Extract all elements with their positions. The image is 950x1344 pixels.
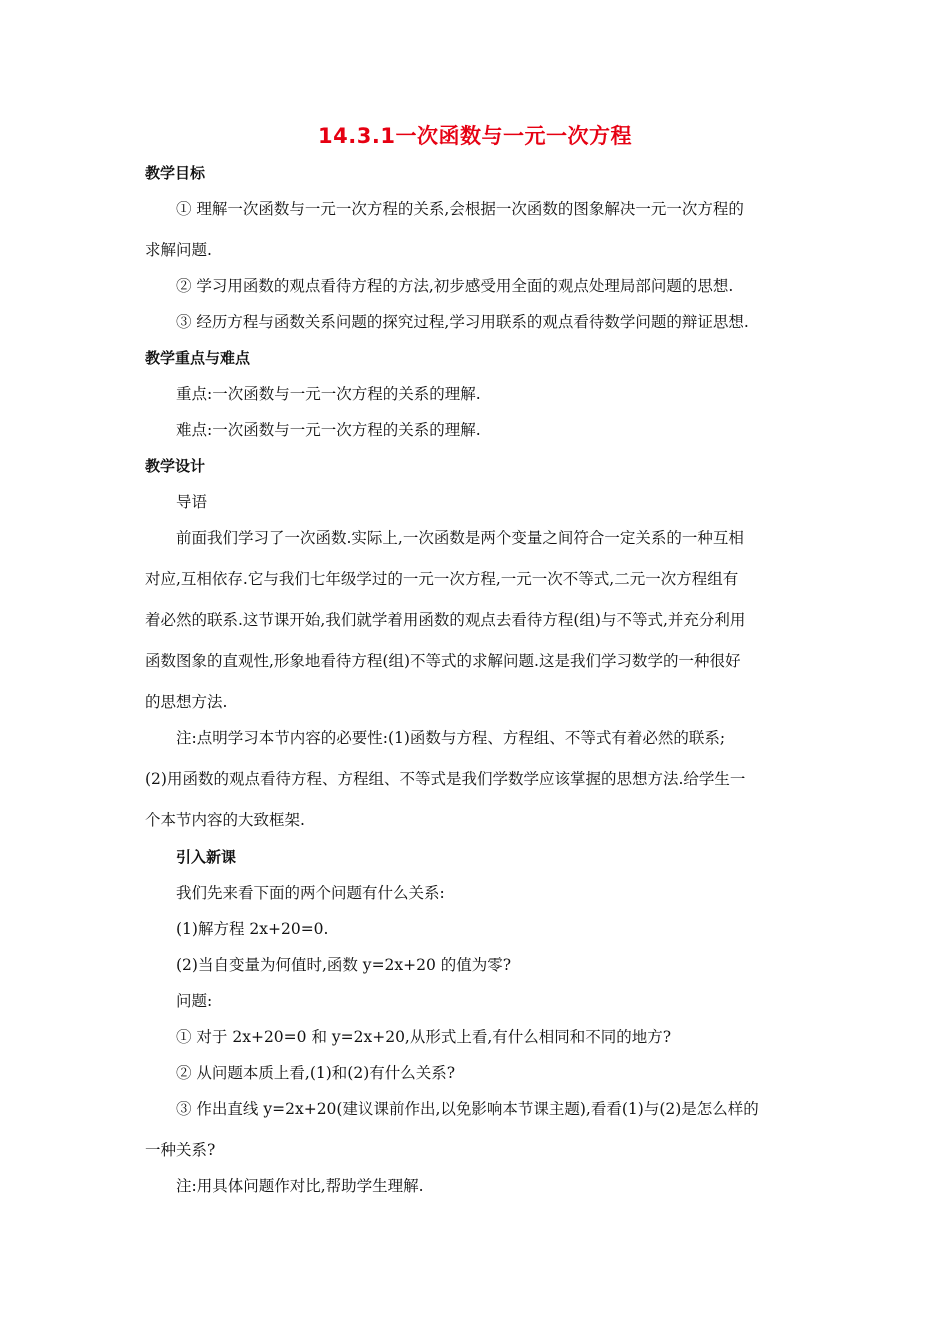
note-1-line-1: 注:点明学习本节内容的必要性:(1)函数与方程、方程组、不等式有着必然的联系; — [176, 729, 726, 747]
note-1-line-2: (2)用函数的观点看待方程、方程组、不等式是我们学数学应该掌握的思想方法.给学生一 — [145, 770, 746, 788]
new-lesson-line-3: (2)当自变量为何值时,函数 y=2x+20 的值为零? — [176, 956, 512, 974]
key-point: 重点:一次函数与一元一次方程的关系的理解. — [176, 385, 481, 403]
goal-1-line-2: 求解问题. — [145, 241, 212, 259]
intro-paragraph-line-2: 对应,互相依存.它与我们七年级学过的一元一次方程,一元一次不等式,二元一次方程组有 — [145, 570, 739, 588]
goal-2: ② 学习用函数的观点看待方程的方法,初步感受用全面的观点处理局部问题的思想. — [176, 277, 734, 295]
intro-paragraph-line-1: 前面我们学习了一次函数.实际上,一次函数是两个变量之间符合一定关系的一种互相 — [176, 529, 744, 547]
intro-paragraph-line-4: 函数图象的直观性,形象地看待方程(组)不等式的求解问题.这是我们学习数学的一种很好 — [145, 652, 741, 670]
note-2: 注:用具体问题作对比,帮助学生理解. — [176, 1177, 424, 1195]
new-lesson-line-1: 我们先来看下面的两个问题有什么关系: — [176, 884, 445, 902]
new-lesson-line-2: (1)解方程 2x+20=0. — [176, 920, 329, 938]
question-3-line-1: ③ 作出直线 y=2x+20(建议课前作出,以免影响本节课主题),看看(1)与(2)是怎么样的 — [176, 1100, 759, 1118]
difficult-point: 难点:一次函数与一元一次方程的关系的理解. — [176, 421, 481, 439]
heading-key-and-difficult: 教学重点与难点 — [145, 349, 251, 367]
heading-new-lesson: 引入新课 — [176, 848, 237, 866]
note-1-line-3: 个本节内容的大致框架. — [145, 811, 305, 829]
intro-paragraph-line-3: 着必然的联系.这节课开始,我们就学着用函数的观点去看待方程(组)与不等式,并充分利用 — [145, 611, 746, 629]
document-title: 14.3.1一次函数与一元一次方程 — [318, 124, 632, 148]
new-lesson-line-4: 问题: — [176, 992, 213, 1010]
question-3-line-2: 一种关系? — [145, 1141, 216, 1159]
heading-teaching-goals: 教学目标 — [145, 164, 206, 182]
goal-1-line-1: ① 理解一次函数与一元一次方程的关系,会根据一次函数的图象解决一元一次方程的 — [176, 200, 744, 218]
heading-teaching-design: 教学设计 — [145, 457, 206, 475]
goal-3: ③ 经历方程与函数关系问题的探究过程,学习用联系的观点看待数学问题的辩证思想. — [176, 313, 749, 331]
intro-label: 导语 — [176, 493, 208, 511]
question-2: ② 从问题本质上看,(1)和(2)有什么关系? — [176, 1064, 456, 1082]
intro-paragraph-line-5: 的思想方法. — [145, 693, 228, 711]
question-1: ① 对于 2x+20=0 和 y=2x+20,从形式上看,有什么相同和不同的地方? — [176, 1028, 672, 1046]
